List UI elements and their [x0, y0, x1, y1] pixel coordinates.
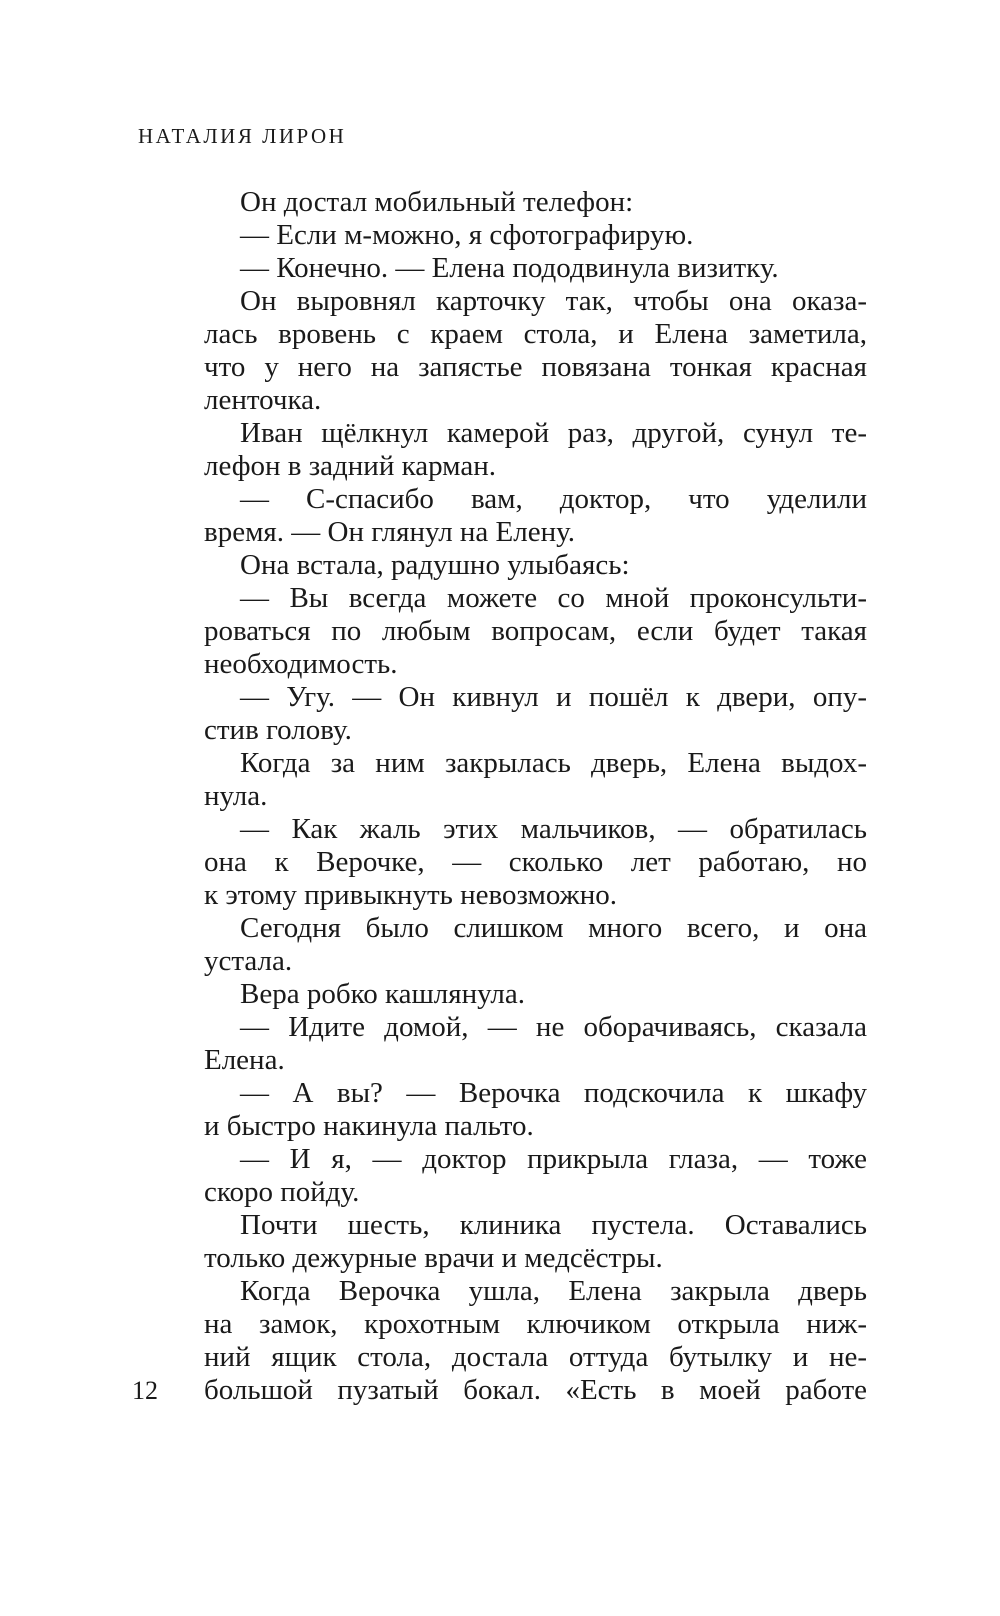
text-line: ний ящик стола, достала оттуда бутылку и не-: [204, 1341, 867, 1373]
text-line: Почти шесть, клиника пустела. Оставались: [240, 1209, 867, 1241]
text-line: — И я, — доктор прикрыла глаза, — тоже: [240, 1143, 867, 1175]
text-line: — Конечно. — Елена пододвинула визитку.: [240, 252, 779, 284]
running-head: НАТАЛИЯ ЛИРОН: [138, 124, 347, 148]
text-line: стив голову.: [204, 714, 352, 746]
text-line: — А вы? — Верочка подскочила к шкафу: [240, 1077, 867, 1109]
page-number: 12: [132, 1376, 158, 1405]
text-line: лась вровень с краем стола, и Елена заметила,: [204, 318, 867, 350]
text-line: — Если м-можно, я сфотографирую.: [240, 219, 694, 251]
text-line: Елена.: [204, 1044, 285, 1076]
text-line: — Вы всегда можете со мной проконсульти-: [240, 582, 867, 614]
text-line: время. — Он глянул на Елену.: [204, 516, 575, 548]
text-line: Когда Верочка ушла, Елена закрыла дверь: [240, 1275, 867, 1307]
text-line: нула.: [204, 780, 268, 812]
text-line: — Как жаль этих мальчиков, — обратилась: [240, 813, 867, 845]
text-line: лефон в задний карман.: [204, 450, 496, 482]
text-line: Он выровнял карточку так, чтобы она оказа-: [240, 285, 867, 317]
text-line: роваться по любым вопросам, если будет такая: [204, 615, 867, 647]
text-line: на замок, крохотным ключиком открыла ниж-: [204, 1308, 867, 1340]
text-line: — Идите домой, — не оборачиваясь, сказала: [240, 1011, 867, 1043]
text-line: — Угу. — Он кивнул и пошёл к двери, опу-: [240, 681, 867, 713]
text-line: устала.: [204, 945, 293, 977]
text-line: Когда за ним закрылась дверь, Елена выдох-: [240, 747, 867, 779]
body-text: [204, 186, 867, 1407]
text-line: Иван щёлкнул камерой раз, другой, сунул те-: [240, 417, 867, 449]
text-line: скоро пойду.: [204, 1176, 360, 1208]
text-line: и быстро накинула пальто.: [204, 1110, 534, 1142]
text-line: Сегодня было слишком много всего, и она: [240, 912, 867, 944]
text-line: только дежурные врачи и медсёстры.: [204, 1242, 663, 1274]
text-line: — С-спасибо вам, доктор, что уделили: [240, 483, 867, 515]
text-line: Он достал мобильный телефон:: [240, 186, 634, 218]
text-line: к этому привыкнуть невозможно.: [204, 879, 617, 911]
text-line: Она встала, радушно улыбаясь:: [240, 549, 630, 581]
text-line: Вера робко кашлянула.: [240, 978, 525, 1010]
text-line: необходимость.: [204, 648, 398, 680]
text-line: ленточка.: [204, 384, 322, 416]
text-line: она к Верочке, — сколько лет работаю, но: [204, 846, 867, 878]
text-line: большой пузатый бокал. «Есть в моей работе: [204, 1374, 867, 1406]
text-line: что у него на запястье повязана тонкая красная: [204, 351, 867, 383]
